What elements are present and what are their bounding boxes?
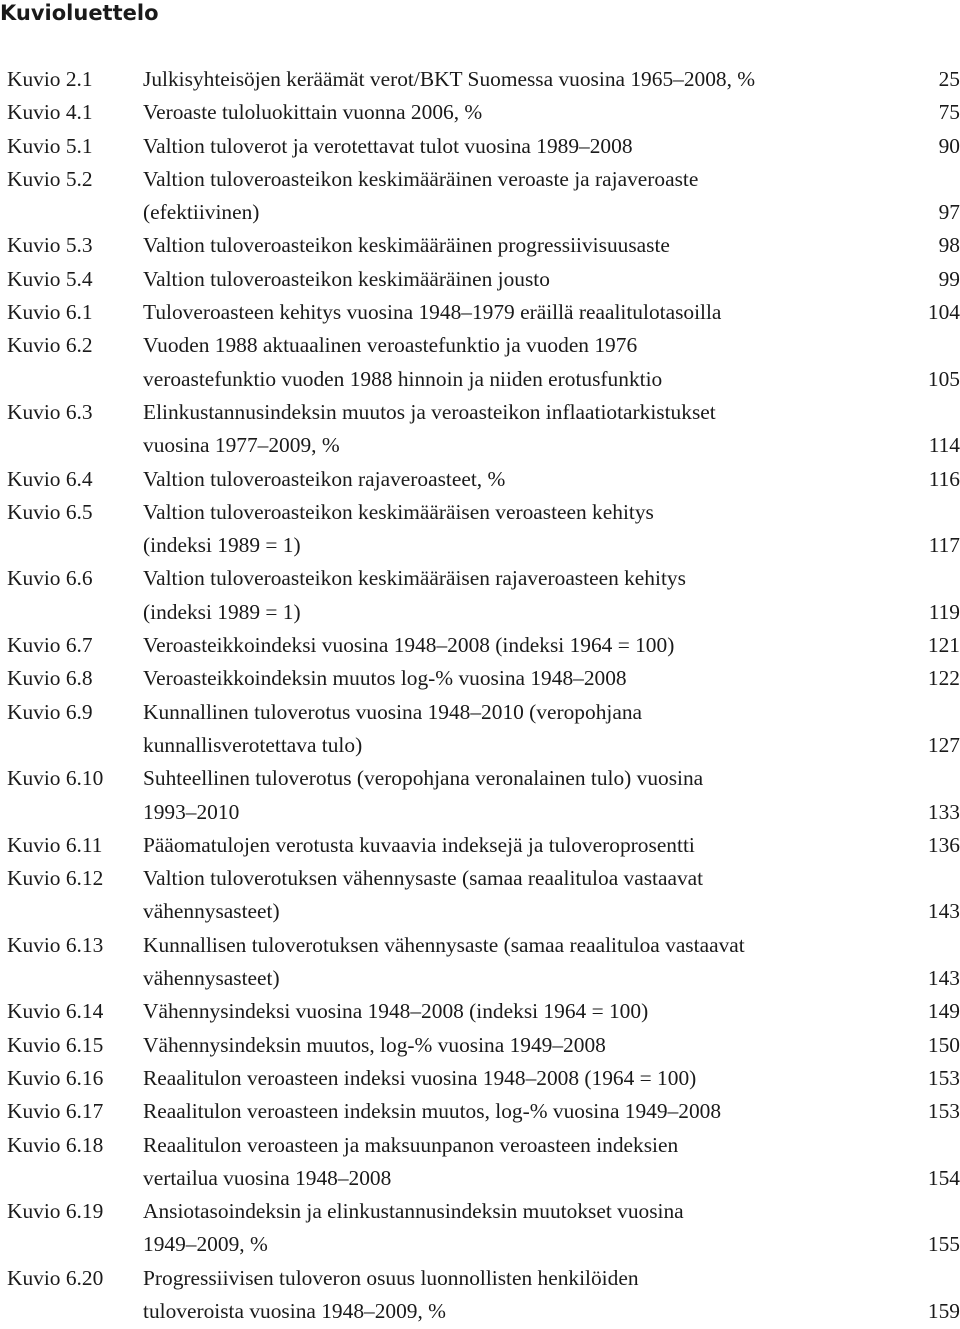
- list-item: [7, 496, 960, 563]
- page-number: 104: [927, 300, 960, 325]
- page-number: 121: [927, 633, 960, 658]
- figure-title: Tuloveroasteen kehitys vuosina 1948–1979 eräillä reaalitulotasoilla: [143, 300, 722, 325]
- figure-number: Kuvio 6.6: [7, 566, 93, 591]
- list-item: [7, 130, 960, 163]
- list-item: [7, 96, 960, 129]
- list-item: [7, 862, 960, 929]
- figure-number: Kuvio 6.8: [7, 666, 93, 691]
- page-number: 143: [927, 966, 960, 991]
- page-number: 154: [927, 1165, 960, 1190]
- figure-title: Vähennysindeksi vuosina 1948–2008 (indeksi 1964 = 100): [143, 999, 649, 1024]
- figure-number: Kuvio 6.10: [7, 766, 104, 791]
- figure-title: Valtion tuloveroasteikon keskimääräisen veroasteen kehitys (indeksi 1989 = 1): [143, 499, 654, 558]
- figure-title: Vuoden 1988 aktuaalinen veroastefunktio ja vuoden 1976 veroastefunktio vuoden 1988 hinnoin ja niiden erotusfunktio: [143, 333, 663, 391]
- page-number: 25: [938, 67, 960, 91]
- list-item: [7, 1095, 960, 1128]
- list-item: [7, 662, 960, 695]
- figure-number: Kuvio 6.7: [7, 633, 93, 658]
- list-item: [7, 562, 960, 629]
- figure-number: Kuvio 6.1: [7, 300, 93, 325]
- page-number: 159: [927, 1298, 960, 1323]
- list-item: [7, 1062, 960, 1095]
- figure-number: Kuvio 6.19: [7, 1199, 104, 1224]
- figure-title: Valtion tuloveroasteikon keskimääräisen rajaveroasteen kehitys (indeksi 1989 = 1): [143, 566, 686, 624]
- figure-number: Kuvio 6.4: [7, 466, 93, 491]
- list-item: [7, 829, 960, 862]
- list-item: [7, 1029, 960, 1062]
- page-number: 116: [928, 466, 960, 491]
- page-number: 143: [927, 899, 960, 924]
- list-item: [7, 163, 960, 230]
- list-item: [7, 296, 960, 329]
- figure-title: Ansiotasoindeksin ja elinkustannusindeksin muutokset vuosina 1949–2009, %: [143, 1199, 684, 1257]
- figure-number: Kuvio 5.4: [7, 266, 93, 291]
- figure-number: Kuvio 6.18: [7, 1132, 104, 1157]
- figure-title: Valtion tuloveroasteikon keskimääräinen progressiivisuusaste: [143, 233, 670, 258]
- figure-number: Kuvio 6.20: [7, 1265, 104, 1290]
- page-number: 122: [927, 666, 960, 691]
- figure-title: Veroasteikkoindeksi vuosina 1948–2008 (indeksi 1964 = 100): [143, 633, 675, 658]
- figure-number: Kuvio 6.14: [7, 999, 104, 1024]
- list-item: [7, 629, 960, 662]
- figure-title: Kunnallinen tuloverotus vuosina 1948–2010 (veropohjana kunnallisverotettava tulo): [143, 699, 643, 757]
- figure-number: Kuvio 4.1: [7, 100, 93, 125]
- list-item: [7, 229, 960, 262]
- list-item: [7, 1262, 960, 1329]
- figure-title: Reaalitulon veroasteen indeksin muutos, log-% vuosina 1949–2008: [143, 1099, 722, 1124]
- page-number: 99: [938, 266, 960, 291]
- figure-title: Suhteellinen tuloverotus (veropohjana veronalainen tulo) vuosina 1993–2010: [143, 766, 704, 824]
- figure-number: Kuvio 6.13: [7, 932, 104, 957]
- list-item: [7, 329, 960, 396]
- figure-title: Veroasteikkoindeksin muutos log-% vuosina 1948–2008: [143, 666, 627, 691]
- figure-number: Kuvio 6.11: [7, 832, 103, 857]
- page-number: 149: [927, 999, 960, 1024]
- list-item: [7, 696, 960, 763]
- page-number: 155: [927, 1232, 960, 1257]
- list-item: [7, 263, 960, 296]
- figure-title: Julkisyhteisöjen keräämät verot/BKT Suomessa vuosina 1965–2008, %: [143, 67, 756, 91]
- figure-title: Pääomatulojen verotusta kuvaavia indeksejä ja tuloveroprosentti: [143, 832, 695, 857]
- list-item: [7, 1195, 960, 1262]
- page-number: 153: [927, 1099, 960, 1124]
- page-number: 97: [938, 200, 960, 225]
- figure-list: [7, 63, 960, 1328]
- figure-title: Valtion tuloverotuksen vähennysaste (samaa reaalituloa vastaavat vähennysasteet): [143, 866, 704, 924]
- figure-title: Progressiivisen tuloveron osuus luonnollisten henkilöiden tuloveroista vuosina 1948–2009, %: [143, 1265, 639, 1323]
- figure-number: Kuvio 6.12: [7, 866, 104, 891]
- figure-number: Kuvio 5.3: [7, 233, 93, 258]
- figure-title: Veroaste tuloluokittain vuonna 2006, %: [143, 100, 483, 125]
- page-number: 133: [927, 799, 960, 824]
- figure-title: Valtion tuloveroasteikon rajaveroasteet, %: [143, 466, 506, 491]
- page-number: 114: [928, 433, 960, 458]
- figure-title: Vähennysindeksin muutos, log-% vuosina 1949–2008: [143, 1032, 606, 1057]
- figure-title: Reaalitulon veroasteen ja maksuunpanon veroasteen indeksien vertailua vuosina 1948–2008: [143, 1132, 679, 1190]
- figure-number: Kuvio 6.3: [7, 399, 93, 424]
- page-title: Kuvioluettelo: [0, 1, 159, 25]
- figure-title: Elinkustannusindeksin muutos ja veroasteikon inflaatiotarkistukset vuosina 1977–2009, %: [143, 399, 716, 458]
- figure-title: Kunnallisen tuloverotuksen vähennysaste (samaa reaalituloa vastaavat vähennysasteet): [143, 932, 745, 991]
- page-number: 75: [938, 100, 960, 125]
- figure-number: Kuvio 6.17: [7, 1099, 104, 1124]
- page-number: 127: [927, 732, 960, 757]
- figure-number: Kuvio 6.16: [7, 1065, 104, 1090]
- figure-title: Reaalitulon veroasteen indeksi vuosina 1948–2008 (1964 = 100): [143, 1065, 697, 1090]
- list-item: [7, 1129, 960, 1196]
- list-item: [7, 63, 960, 96]
- page-number: 98: [938, 233, 960, 258]
- page-number: 90: [938, 133, 960, 158]
- figure-title: Valtion tuloveroasteikon keskimääräinen jousto: [143, 266, 550, 291]
- list-item: [7, 463, 960, 496]
- figure-number: Kuvio 6.2: [7, 333, 93, 358]
- page-number: 117: [928, 533, 960, 558]
- page-number: 153: [927, 1065, 960, 1090]
- list-item: [7, 929, 960, 996]
- figure-title: Valtion tuloveroasteikon keskimääräinen veroaste ja rajaveroaste (efektiivinen): [143, 166, 699, 225]
- list-item: [7, 396, 960, 463]
- figure-number: Kuvio 5.1: [7, 133, 93, 158]
- page-number: 150: [927, 1032, 960, 1057]
- figure-number: Kuvio 6.15: [7, 1032, 104, 1057]
- figure-number: Kuvio 5.2: [7, 166, 93, 191]
- page-number: 119: [928, 599, 960, 624]
- list-item: [7, 995, 960, 1028]
- list-item: [7, 762, 960, 829]
- figure-number: Kuvio 6.9: [7, 699, 93, 724]
- page-number: 105: [927, 366, 960, 391]
- figure-title: Valtion tuloverot ja verotettavat tulot vuosina 1989–2008: [143, 133, 633, 158]
- figure-number: Kuvio 2.1: [7, 67, 93, 91]
- figure-number: Kuvio 6.5: [7, 499, 93, 524]
- page-number: 136: [927, 832, 960, 857]
